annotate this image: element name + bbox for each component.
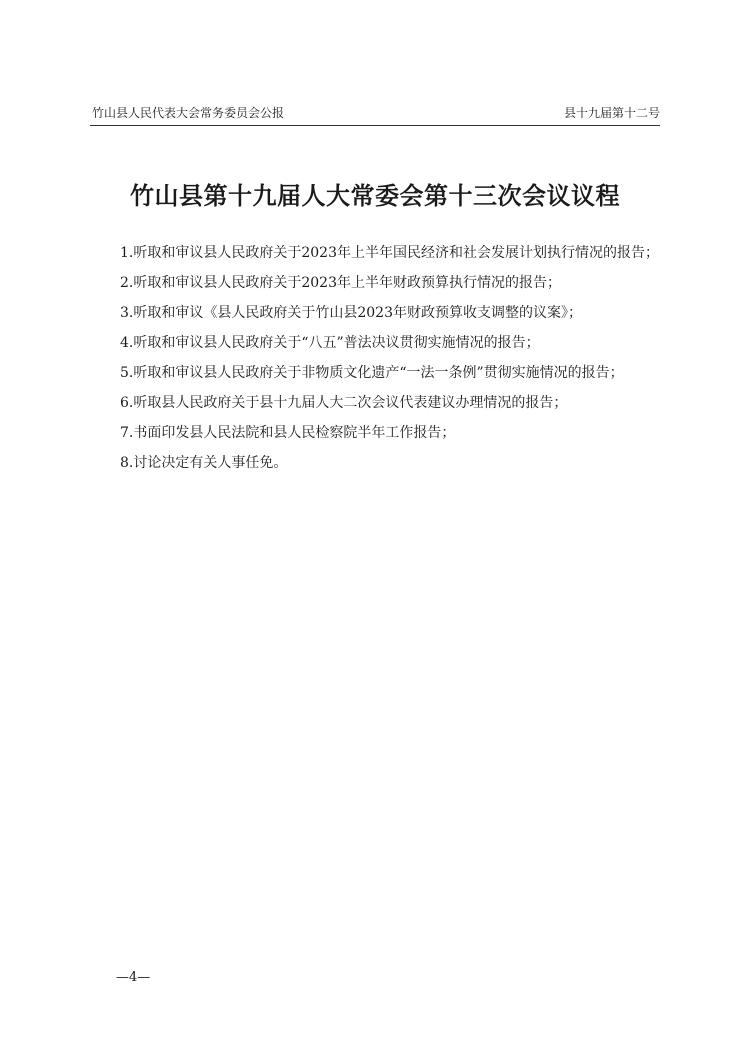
issue-number: 县十九届第十二号 bbox=[563, 106, 660, 120]
agenda-item: 8.讨论决定有关人事任免。 bbox=[120, 455, 288, 471]
agenda-item: 5.听取和审议县人民政府关于非物质文化遗产“一法一条例”贯彻实施情况的报告； bbox=[120, 365, 624, 381]
agenda-item: 7.书面印发县人民法院和县人民检察院半年工作报告； bbox=[120, 425, 456, 441]
document-title: 竹山县第十九届人大常委会第十三次会议议程 bbox=[130, 181, 620, 211]
agenda-list bbox=[90, 238, 660, 478]
agenda-item: 6.听取县人民政府关于县十九届人大二次会议代表建议办理情况的报告； bbox=[120, 395, 568, 411]
agenda-item: 1.听取和审议县人民政府关于2023年上半年国民经济和社会发展计划执行情况的报告； bbox=[120, 245, 659, 261]
agenda-item: 3.听取和审议《县人民政府关于竹山县2023年财政预算收支调整的议案》； bbox=[120, 305, 582, 321]
agenda-item: 2.听取和审议县人民政府关于2023年上半年财政预算执行情况的报告； bbox=[120, 275, 561, 291]
agenda-item: 4.听取和审议县人民政府关于“八五”普法决议贯彻实施情况的报告； bbox=[120, 335, 540, 351]
publication-name: 竹山县人民代表大会常务委员会公报 bbox=[92, 106, 285, 120]
page-number: —4— bbox=[116, 970, 151, 985]
header-divider bbox=[90, 125, 660, 126]
